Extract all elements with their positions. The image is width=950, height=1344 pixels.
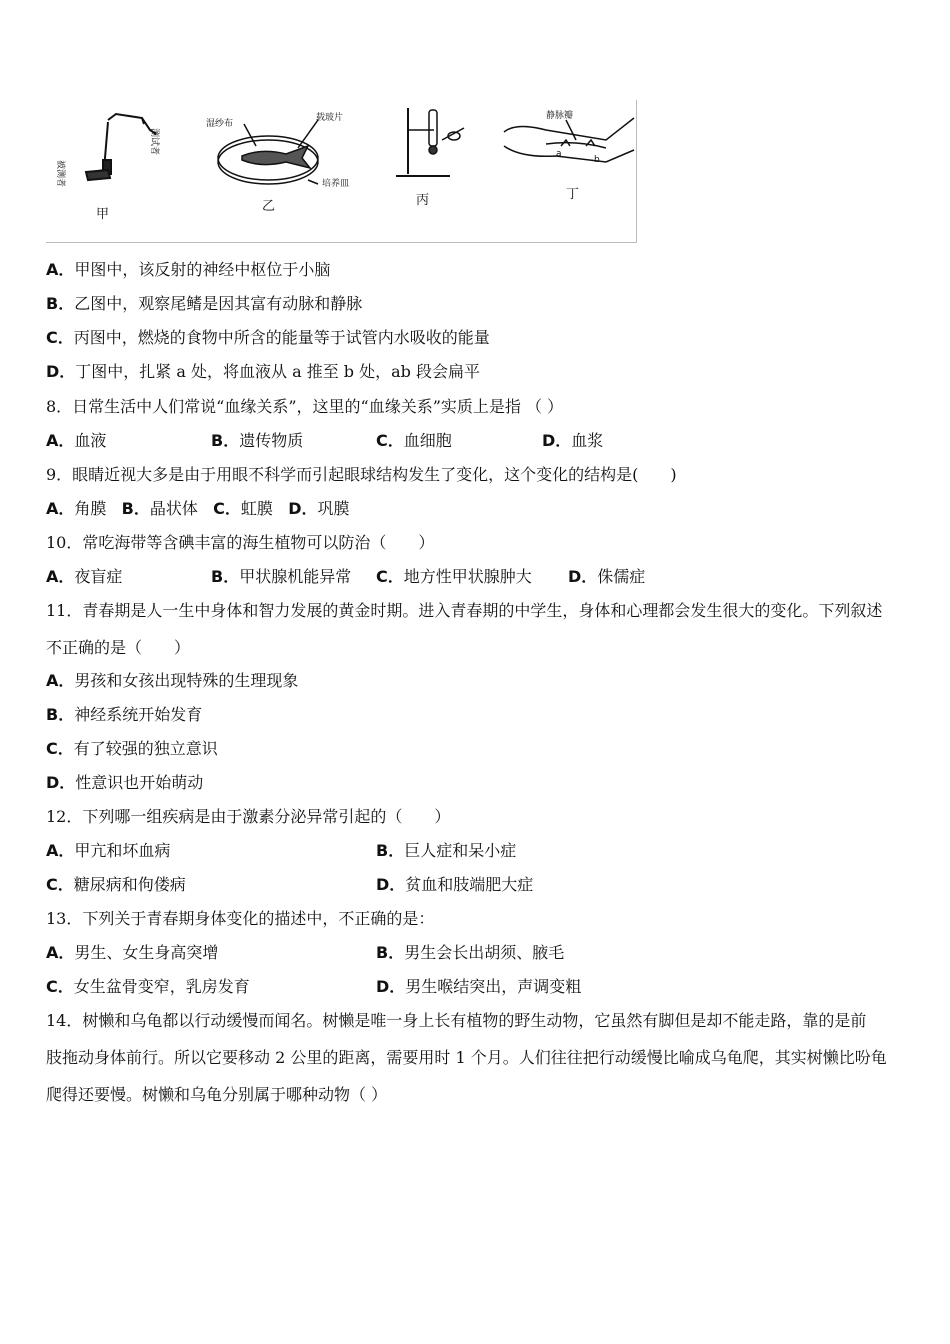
figure-bing [396,108,464,176]
option-letter: D． [46,362,76,381]
option-text: 甲亢和坏血病 [74,841,171,860]
q10-stem: 10．常吃海带等含碘丰富的海生植物可以防治（ ） [46,533,435,552]
option-letter: B． [121,499,150,518]
yi-gauze-label: 湿纱布 [206,119,234,129]
q13-option-b [376,943,564,963]
option-text: 甲状腺机能异常 [239,567,352,586]
option-letter: B． [46,294,75,313]
option-text: 虹膜 [240,499,273,518]
q11-option-c [46,739,218,759]
q11-option-a [46,671,298,691]
option-text: 男生会长出胡须、腋毛 [404,943,565,962]
jia-tester-label: 测试者 [149,128,159,156]
q8-option-d [542,431,603,451]
q13-option-a [46,943,218,963]
q13-stem: 13．下列关于青春期身体变化的描述中，不正确的是： [46,909,435,928]
option-text: 晶状体 [149,499,198,518]
q10-options [46,567,926,587]
q7-option-a [46,260,330,280]
option-letter: C． [376,431,404,450]
q9-option-b [122,499,198,518]
option-letter: A． [46,431,75,450]
q12-option-d [376,875,533,895]
option-letter: B． [376,943,405,962]
yi-slide-label: 载玻片 [316,113,344,123]
option-text: 乙图中，观察尾鳍是因其富有动脉和静脉 [74,294,363,313]
option-text: 侏儒症 [597,567,646,586]
q9-option-c [213,499,273,518]
q12-options-row2 [46,875,926,895]
option-text: 男生喉结突出，声调变粗 [405,977,582,996]
q13-option-d [376,977,581,997]
option-text: 男生、女生身高突增 [74,943,219,962]
ding-vein-label: 静脉瓣 [546,111,574,121]
q8-stem: 8．日常生活中人们常说“血缘关系”，这里的“血缘关系”实质上是指 （ ） [46,397,564,416]
q13-options-row2 [46,977,926,997]
q7-option-c [46,328,490,348]
yi-dish-label: 培养皿 [322,179,350,189]
q12-option-b [376,841,516,861]
q12-option-c [46,875,186,895]
option-letter: B． [211,567,240,586]
option-text: 糖尿病和佝偻病 [73,875,186,894]
figure-label-bing: 丙 [416,193,430,208]
option-text: 巨人症和呆小症 [404,841,517,860]
q10-option-c [376,567,532,587]
option-text: 丙图中，燃烧的食物中所含的能量等于试管内水吸收的能量 [73,328,490,347]
option-letter: A． [46,841,75,860]
option-text: 巩膜 [317,499,350,518]
option-text: 甲图中，该反射的神经中枢位于小脑 [74,260,331,279]
experiment-figure-drawing [46,100,636,242]
ding-a-label: a [556,149,562,159]
option-letter: C． [213,499,241,518]
q7-option-d [46,362,480,382]
q11-stem-line2: 不正确的是（ ） [46,638,191,657]
option-text: 贫血和肢端肥大症 [405,875,534,894]
option-letter: A． [46,260,75,279]
figure-label-yi: 乙 [262,199,276,214]
q11-stem-line1: 11．青春期是人一生中身体和智力发展的黄金时期。进入青春期的中学生，身体和心理都会发生很大的变化。下列叙述 [46,601,883,620]
q12-option-a [46,841,170,861]
experiment-figure [46,100,637,243]
q7-option-b [46,294,362,314]
option-text: 血浆 [571,431,604,450]
option-text: 丁图中，扎紧 a 处，将血液从 a 推至 b 处，ab 段会扁平 [75,362,481,381]
option-letter: C． [376,567,404,586]
option-letter: D． [568,567,598,586]
option-letter: C． [46,739,74,758]
option-letter: A． [46,671,75,690]
q9-stem: 9．眼睛近视大多是由于用眼不科学而引起眼球结构发生了变化，这个变化的结构是( ) [46,465,677,484]
option-letter: D． [288,499,318,518]
q9-options [46,499,350,519]
q14-line3: 爬得还要慢。树懒和乌龟分别属于哪种动物（ ） [46,1085,388,1104]
option-letter: C． [46,977,74,996]
q10-option-b [211,567,351,587]
option-text: 男孩和女孩出现特殊的生理现象 [74,671,299,690]
q14-line1: 14．树懒和乌龟都以行动缓慢而闻名。树懒是唯一身上长有植物的野生动物，它虽然有脚但是却不能走路，靠的是前 [46,1011,867,1030]
option-text: 有了较强的独立意识 [73,739,218,758]
option-text: 女生盆骨变窄，乳房发育 [73,977,250,996]
ding-b-label: b [594,155,600,165]
option-letter: C． [46,875,74,894]
q14-line2: 肢拖动身体前行。所以它要移动 2 公里的距离，需要用时 1 个月。人们往往把行动缓慢比喻成乌龟爬，其实树懒比吩龟 [46,1048,887,1067]
q8-option-c [376,431,452,451]
q10-option-d [568,567,645,587]
option-text: 地方性甲状腺肿大 [403,567,532,586]
option-letter: B． [46,705,75,724]
q11-option-b [46,705,202,725]
option-letter: A． [46,567,75,586]
option-text: 性意识也开始萌动 [75,773,204,792]
option-letter: D． [542,431,572,450]
option-text: 夜盲症 [74,567,123,586]
option-text: 血细胞 [403,431,452,450]
figure-label-ding: 丁 [566,187,580,202]
q9-option-a [46,499,106,518]
q13-options-row1 [46,943,926,963]
figure-ding [504,118,634,162]
option-letter: A． [46,943,75,962]
option-text: 角膜 [74,499,107,518]
option-letter: B． [376,841,405,860]
q8-options [46,431,926,451]
option-letter: B． [211,431,240,450]
q12-stem: 12．下列哪一组疾病是由于激素分泌异常引起的（ ） [46,807,451,826]
figure-yi [218,120,318,184]
q10-option-a [46,567,122,587]
option-letter: D． [376,875,406,894]
q11-option-d [46,773,203,793]
option-text: 遗传物质 [239,431,304,450]
option-letter: C． [46,328,74,347]
option-letter: A． [46,499,75,518]
q9-option-d [288,499,349,518]
q8-option-b [211,431,303,451]
q8-option-a [46,431,106,451]
figure-jia [86,114,156,180]
option-letter: D． [46,773,76,792]
option-text: 神经系统开始发育 [74,705,203,724]
option-text: 血液 [74,431,107,450]
option-letter: D． [376,977,406,996]
q12-options-row1 [46,841,926,861]
jia-tested-label: 被测者 [55,160,65,188]
q13-option-c [46,977,250,997]
figure-label-jia: 甲 [96,207,110,222]
